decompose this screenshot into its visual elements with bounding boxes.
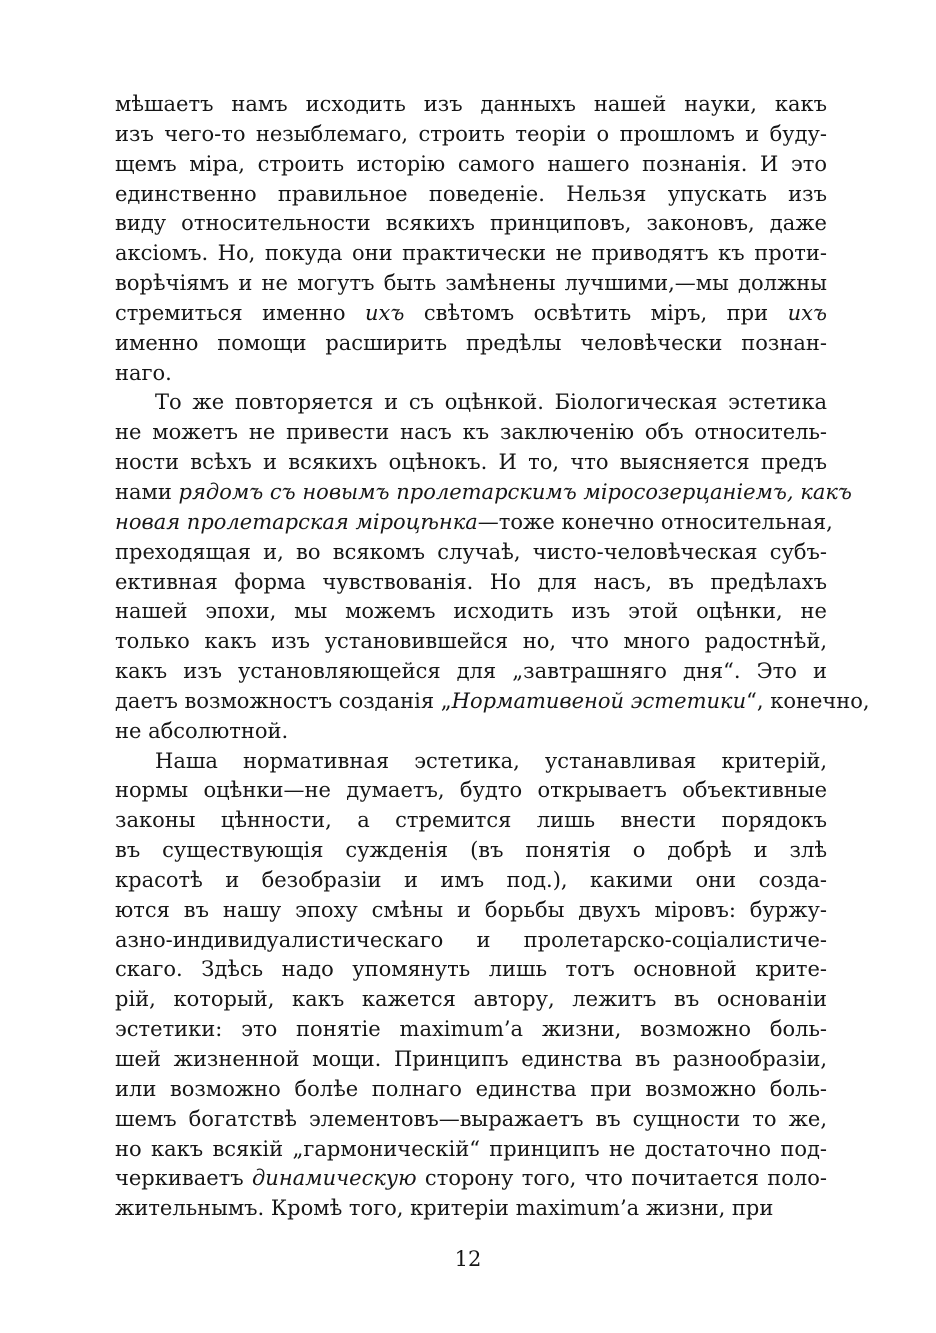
text-line	[115, 985, 827, 1015]
text-segment: ются въ нашу эпоху смѣны и борьбы двухъ міровъ: буржу-	[115, 897, 827, 922]
text-line	[115, 1135, 827, 1165]
text-line	[115, 657, 827, 687]
text-line	[115, 687, 870, 717]
text-segment: не можетъ не привести насъ къ заключенію объ относитель-	[115, 420, 827, 445]
text-segment: не абсолютной.	[115, 718, 289, 743]
text-segment: шей жизненной мощи. Принципъ единства въ разнообразіи,	[115, 1047, 827, 1071]
text-segment: То же повторяется и съ оцѣнкой. Біологическая эстетика	[155, 390, 827, 415]
page-number: 12	[454, 1247, 482, 1271]
text-line	[115, 538, 827, 568]
text-line	[115, 717, 827, 747]
text-line	[115, 568, 827, 598]
text-line	[115, 448, 827, 478]
text-segment: свѣтомъ освѣтить міръ, при	[404, 300, 788, 325]
text-line	[115, 926, 827, 956]
text-segment: нашей эпохи, мы можемъ исходить изъ этой оцѣнки, не	[115, 599, 827, 624]
italic-segment: рядомъ съ новымъ пролетарскимъ міросозерцаніемъ, какъ	[178, 479, 852, 504]
text-segment: какъ изъ установляющейся для „завтрашняго дня“. Это и	[115, 659, 827, 684]
text-segment: аксіомъ. Но, покуда они практически не приводятъ къ проти-	[115, 241, 827, 266]
text-segment: жительнымъ. Кромѣ того, критеріи maximum’а жизни, при	[115, 1196, 774, 1221]
text-segment: преходящая и, во всякомъ случаѣ, чисто-человѣческая субъ-	[115, 539, 827, 564]
text-segment: сторону того, что почитается поло-	[416, 1166, 827, 1191]
italic-segment: ихъ	[787, 300, 827, 325]
text-segment: нами	[115, 479, 179, 504]
text-line	[115, 269, 827, 299]
text-line	[115, 120, 827, 150]
text-segment: изъ чего-то незыблемаго, строить теоріи о прошломъ и буду-	[115, 121, 827, 146]
paragraph	[115, 388, 870, 746]
body-text	[115, 90, 870, 1224]
text-segment: красотѣ и безобразіи и имъ под.), какими они созда-	[115, 867, 827, 892]
text-line	[115, 508, 833, 538]
text-line	[115, 1015, 827, 1045]
text-segment: скаго. Здѣсь надо упомянуть лишь тотъ основной крите-	[115, 957, 827, 982]
text-line	[115, 329, 827, 359]
text-line	[115, 388, 827, 418]
paragraph	[115, 90, 827, 388]
text-line	[115, 597, 827, 627]
text-line	[115, 150, 827, 180]
text-segment: эстетики: это понятіе maximum’а жизни, возможно боль-	[115, 1017, 827, 1042]
text-line	[115, 866, 827, 896]
text-line	[115, 627, 827, 657]
text-segment: виду относительности всякихъ принциповъ, законовъ, даже	[115, 211, 827, 236]
text-segment: наго.	[115, 360, 172, 385]
text-line	[115, 1045, 827, 1075]
text-line	[115, 209, 827, 239]
text-line	[115, 418, 827, 448]
text-line	[115, 955, 827, 985]
text-segment: нормы оцѣнки—не думаетъ, будто открываетъ объективные	[115, 778, 827, 803]
text-segment: въ существующія сужденія (въ понятія о добрѣ и злѣ	[115, 838, 827, 863]
text-line	[115, 1105, 827, 1135]
text-line	[115, 747, 827, 777]
text-segment: ности всѣхъ и всякихъ оцѣнокъ. И то, что выясняется предъ	[115, 450, 827, 475]
text-segment: но какъ всякій „гармоническій“ принципъ не достаточно под-	[115, 1136, 827, 1161]
text-segment: или возможно болѣе полнаго единства при возможно боль-	[115, 1076, 827, 1101]
text-segment: “, конечно,	[746, 688, 870, 713]
text-segment: азно-индивидуалистическаго и пролетарско-соціалистиче-	[115, 927, 827, 952]
italic-segment: Нормативеной эстетики	[451, 688, 747, 713]
text-line	[115, 836, 827, 866]
text-line	[115, 239, 827, 269]
text-segment: шемъ богатствѣ элементовъ—выражаетъ въ сущности то же,	[115, 1106, 827, 1131]
text-segment: только какъ изъ установившейся но, что много радостнѣй,	[115, 629, 827, 654]
text-line	[115, 359, 827, 389]
italic-segment: динамическую	[251, 1166, 417, 1191]
text-segment: ворѣчіямъ и не могутъ быть замѣнены лучшими,—мы должны	[115, 271, 827, 296]
italic-segment: новая пролетарская міроцѣнка	[115, 509, 478, 534]
text-segment: черкиваетъ	[115, 1166, 252, 1191]
text-segment: ективная форма чувствованія. Но для насъ, въ предѣлахъ	[115, 569, 827, 594]
paragraph	[115, 747, 827, 1225]
text-segment: —тоже конечно относительная,	[477, 509, 833, 534]
text-segment: щемъ міра, строить исторію самого нашего познанія. И это	[115, 151, 827, 176]
text-line	[115, 478, 852, 508]
text-line	[115, 806, 827, 836]
text-line	[115, 776, 827, 806]
text-line	[115, 1075, 827, 1105]
text-line	[115, 180, 827, 210]
text-segment: мѣшаетъ намъ исходить изъ данныхъ нашей науки, какъ	[115, 92, 827, 116]
text-line	[115, 299, 827, 329]
text-segment: именно помощи расширить предѣлы человѣчески познан-	[115, 330, 827, 355]
italic-segment: ихъ	[365, 300, 405, 325]
text-segment: даетъ возможностъ созданія „	[115, 688, 452, 713]
text-segment: рій, который, какъ кажется автору, лежитъ въ основаніи	[115, 987, 827, 1012]
text-segment: стремиться именно	[115, 300, 366, 325]
text-line	[115, 1164, 827, 1194]
text-segment: Наша нормативная эстетика, устанавливая критерій,	[155, 748, 827, 773]
text-line	[115, 90, 827, 120]
text-segment: единственно правильное поведеніе. Нельзя упускать изъ	[115, 181, 827, 206]
text-line	[115, 1194, 827, 1224]
text-line	[115, 896, 827, 926]
text-segment: законы цѣнности, а стремится лишь внести порядокъ	[115, 808, 827, 833]
